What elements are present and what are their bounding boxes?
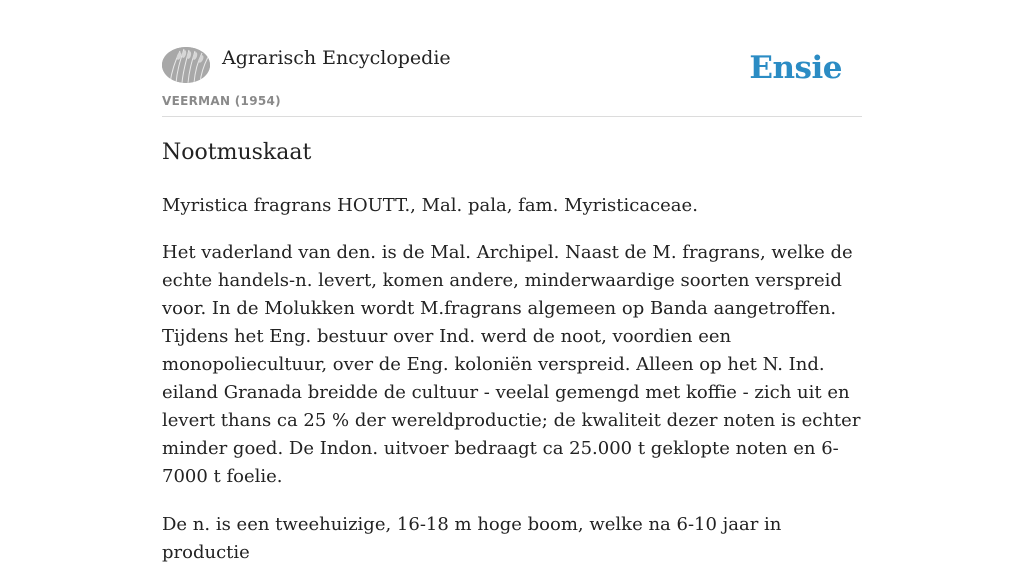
book-header: [162, 0, 862, 117]
book-title[interactable]: Agrarisch Encyclopedie: [222, 47, 451, 69]
wheat-logo-icon[interactable]: [162, 47, 210, 83]
entry-body: [162, 192, 862, 587]
book-author: VEERMAN (1954): [162, 94, 281, 108]
ensie-brand-link[interactable]: Ensie: [749, 50, 842, 86]
entry-paragraph: Het vaderland van den. is de Mal. Archipel. Naast de M. fragrans, welke de echte handels-n. levert, komen andere, minderwaardige soorten verspreid voor. In de Molukken wordt M.fragrans algemeen op Banda aangetroffen. Tijdens het Eng. bestuur over Ind. werd de noot, voordien een monopoliecultuur, over de Eng. koloniën verspreid. Alleen op het N. Ind. eiland Granada breidde de cultuur - veelal gemengd met koffie - zich uit en levert thans ca 25 % der wereldproductie; de kwaliteit dezer noten is echter minder goed. De Indon. uitvoer bedraagt ca 25.000 t geklopte noten en 6-7000 t foelie.: [162, 242, 861, 487]
entry-title: Nootmuskaat: [162, 140, 312, 165]
entry-paragraph: De n. is een tweehuizige, 16-18 m hoge boom, welke na 6-10 jaar in productie: [162, 514, 782, 563]
page-container: [162, 0, 862, 563]
entry-paragraph: Myristica fragrans HOUTT., Mal. pala, fam. Myristicaceae.: [162, 195, 698, 216]
